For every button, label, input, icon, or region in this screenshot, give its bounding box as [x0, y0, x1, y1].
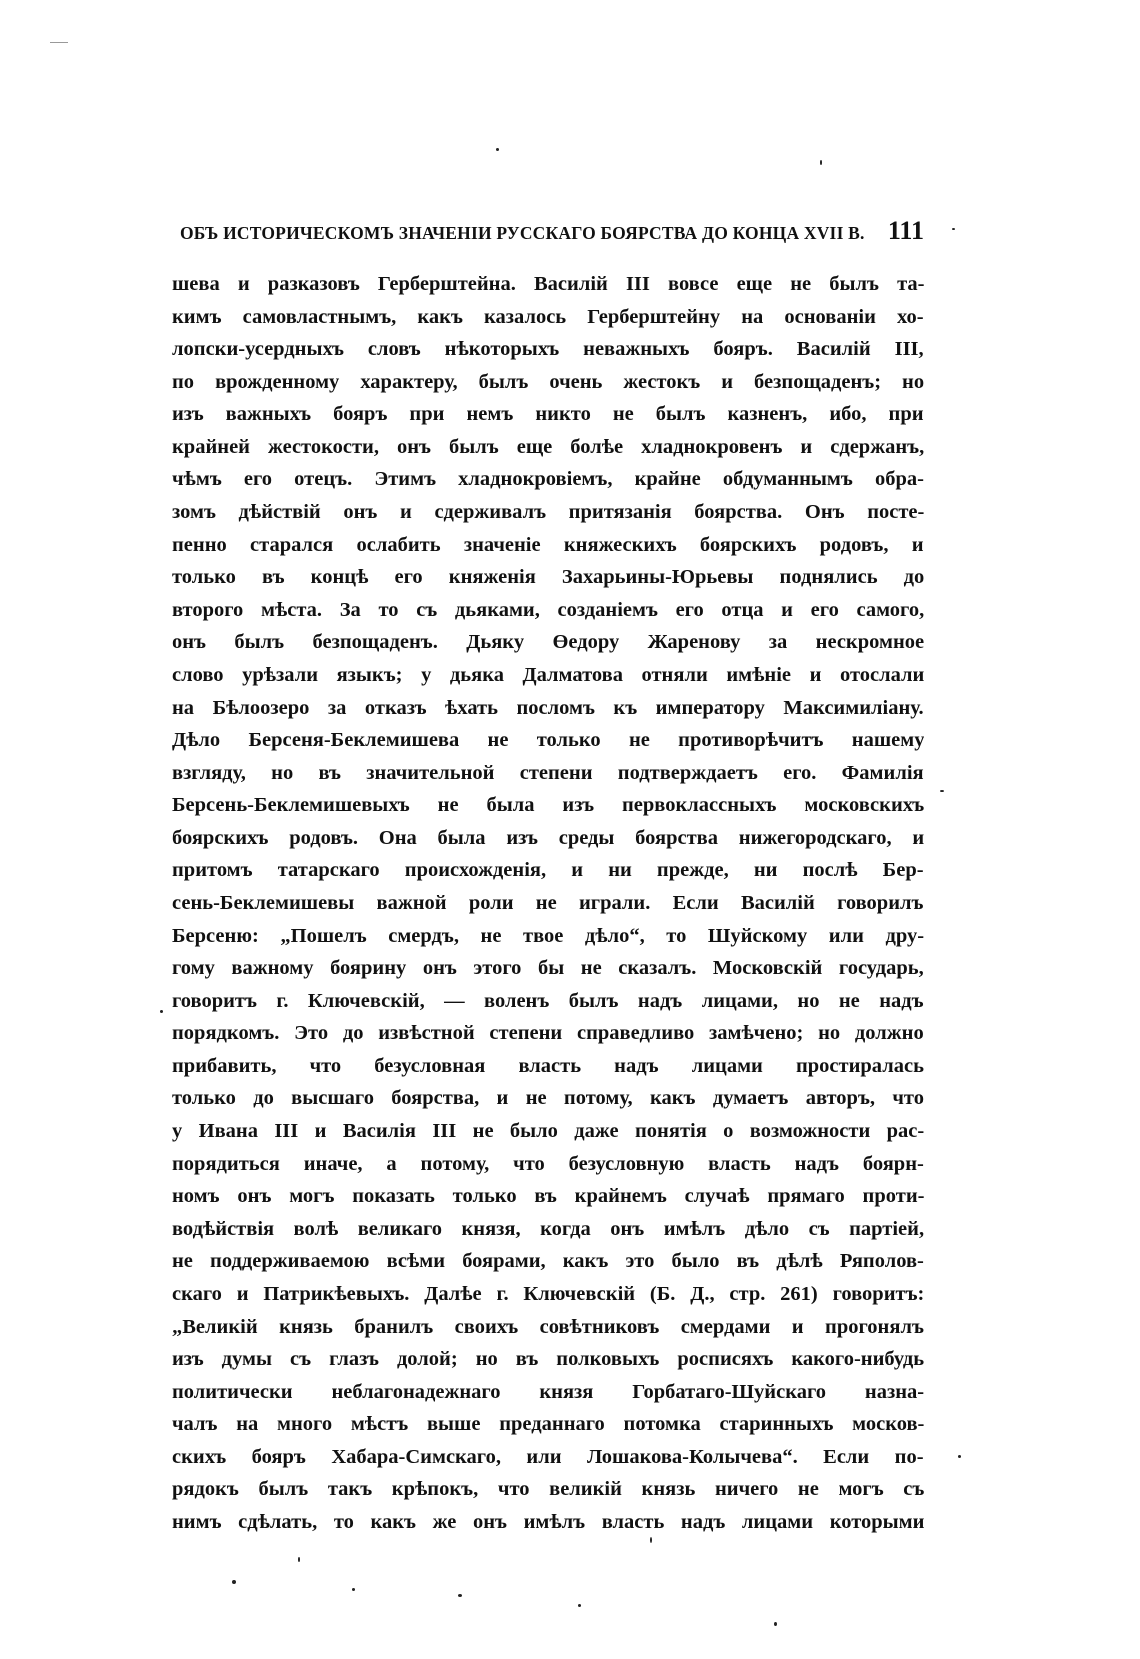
text-line: гому важному боярину онъ этого бы не сказалъ. Московскій государь,	[172, 957, 924, 980]
text-line: водѣйствія волѣ великаго князя, когда онъ имѣлъ дѣло съ партіей,	[172, 1217, 924, 1240]
text-line: скихъ бояръ Хабара-Симскаго, или Лошакова-Колычева“. Если по-	[172, 1445, 924, 1468]
scan-speck	[820, 160, 822, 165]
scan-speck	[774, 1622, 777, 1626]
text-line: слово урѣзали языкъ; у дьяка Далматова отняли имѣніе и отослали	[172, 663, 924, 686]
text-line: говоритъ г. Ключевскій, — воленъ былъ надъ лицами, но не надъ	[172, 989, 924, 1012]
text-line: онъ былъ безпощаденъ. Дьяку Өедору Жаренову за нескромное	[172, 631, 924, 654]
text-line: „Великій князь бранилъ своихъ совѣтниковъ смердами и прогонялъ	[172, 1315, 924, 1338]
text-line: крайней жестокости, онъ былъ еще болѣе хладнокровенъ и сдержанъ,	[172, 435, 924, 458]
scan-speck	[160, 1010, 163, 1013]
scan-speck	[458, 1594, 462, 1597]
text-line: номъ онъ могъ показать только въ крайнемъ случаѣ прямаго проти-	[172, 1185, 924, 1208]
text-line: Берсеню: „Пошелъ смердъ, не твое дѣло“, то Шуйскому или дру-	[172, 924, 924, 947]
text-line: Дѣло Берсеня-Беклемишева не только не противорѣчитъ нашему	[172, 729, 924, 752]
scan-speck	[578, 1604, 581, 1607]
text-line: порядиться иначе, а потому, что безусловную власть надъ боярн-	[172, 1152, 924, 1175]
text-line: Берсень-Беклемишевыхъ не была изъ первоклассныхъ московскихъ	[172, 794, 924, 817]
text-line: политически неблагонадежнаго князя Горбатаго-Шуйскаго назна-	[172, 1380, 924, 1403]
text-line: изъ думы съ глазъ долой; но въ полковыхъ росписяхъ какого-нибудь	[172, 1348, 924, 1371]
text-line: только въ концѣ его княженія Захарьины-Юрьевы поднялись до	[172, 566, 924, 589]
text-line: кимъ самовластнымъ, какъ казалось Герберштейну на основаніи хо-	[172, 305, 924, 328]
text-line: прибавить, что безусловная власть надъ лицами простиралась	[172, 1054, 924, 1077]
text-line: нимъ сдѣлать, то какъ же онъ имѣлъ власть надъ лицами которыми	[172, 1510, 924, 1533]
text-line: чалъ на много мѣстъ выше преданнаго потомка старинныхъ москов-	[172, 1413, 924, 1436]
body-text	[172, 268, 924, 1539]
text-line: пенно старался ослабить значеніе княжескихъ боярскихъ родовъ, и	[172, 533, 924, 556]
text-line: лопски-усердныхъ словъ нѣкоторыхъ неважныхъ бояръ. Василій III,	[172, 338, 924, 361]
running-title: ОБЪ ИСТОРИЧЕСКОМЪ ЗНАЧЕНІИ РУССКАГО БОЯРСТВА ДО КОНЦА XVII В.	[180, 223, 865, 243]
text-line: по врожденному характеру, былъ очень жестокъ и безпощаденъ; но	[172, 370, 924, 393]
text-line: на Бѣлоозеро за отказъ ѣхать посломъ къ императору Максимиліану.	[172, 696, 924, 719]
text-line: изъ важныхъ бояръ при немъ никто не былъ казненъ, ибо, при	[172, 403, 924, 426]
text-line: притомъ татарскаго происхожденія, и ни прежде, ни послѣ Бер-	[172, 859, 924, 882]
text-line: только до высшаго боярства, и не потому, какъ думаетъ авторъ, что	[172, 1087, 924, 1110]
text-line: сень-Беклемишевы важной роли не играли. Если Василій говорилъ	[172, 891, 924, 914]
scan-speck	[496, 148, 499, 151]
text-line: у Ивана III и Василія III не было даже понятія о возможности рас-	[172, 1120, 924, 1143]
scan-speck	[298, 1557, 300, 1562]
scan-speck	[650, 1537, 652, 1543]
text-line: не поддерживаемою всѣми боярами, какъ это было въ дѣлѣ Ряполов-	[172, 1250, 924, 1273]
text-line: второго мѣста. За то съ дьяками, созданіемъ его отца и его самого,	[172, 598, 924, 621]
text-line: чѣмъ его отецъ. Этимъ хладнокровіемъ, крайне обдуманнымъ обра-	[172, 468, 924, 491]
scan-speck	[952, 228, 955, 230]
text-line: боярскихъ родовъ. Она была изъ среды боярства нижегородскаго, и	[172, 826, 924, 849]
scan-speck	[232, 1580, 236, 1584]
margin-mark	[50, 42, 68, 43]
scan-speck	[352, 1588, 355, 1591]
page-number: 111	[887, 216, 924, 245]
text-line: рядокъ былъ такъ крѣпокъ, что великій князь ничего не могъ съ	[172, 1478, 924, 1501]
scan-speck	[958, 1455, 961, 1458]
text-line: шева и разказовъ Герберштейна. Василій III вовсе еще не былъ та-	[172, 273, 924, 295]
text-line: зомъ дѣйствій онъ и сдерживалъ притязанія боярства. Онъ посте-	[172, 501, 924, 524]
text-line: взгляду, но въ значительной степени подтверждаетъ его. Фамилія	[172, 761, 924, 784]
text-line: скаго и Патрикѣевыхъ. Далѣе г. Ключевскій (Б. Д., стр. 261) говоритъ:	[172, 1282, 924, 1305]
running-head	[180, 216, 924, 252]
text-line: порядкомъ. Это до извѣстной степени справедливо замѣчено; но должно	[172, 1022, 924, 1045]
scan-speck	[940, 790, 944, 792]
